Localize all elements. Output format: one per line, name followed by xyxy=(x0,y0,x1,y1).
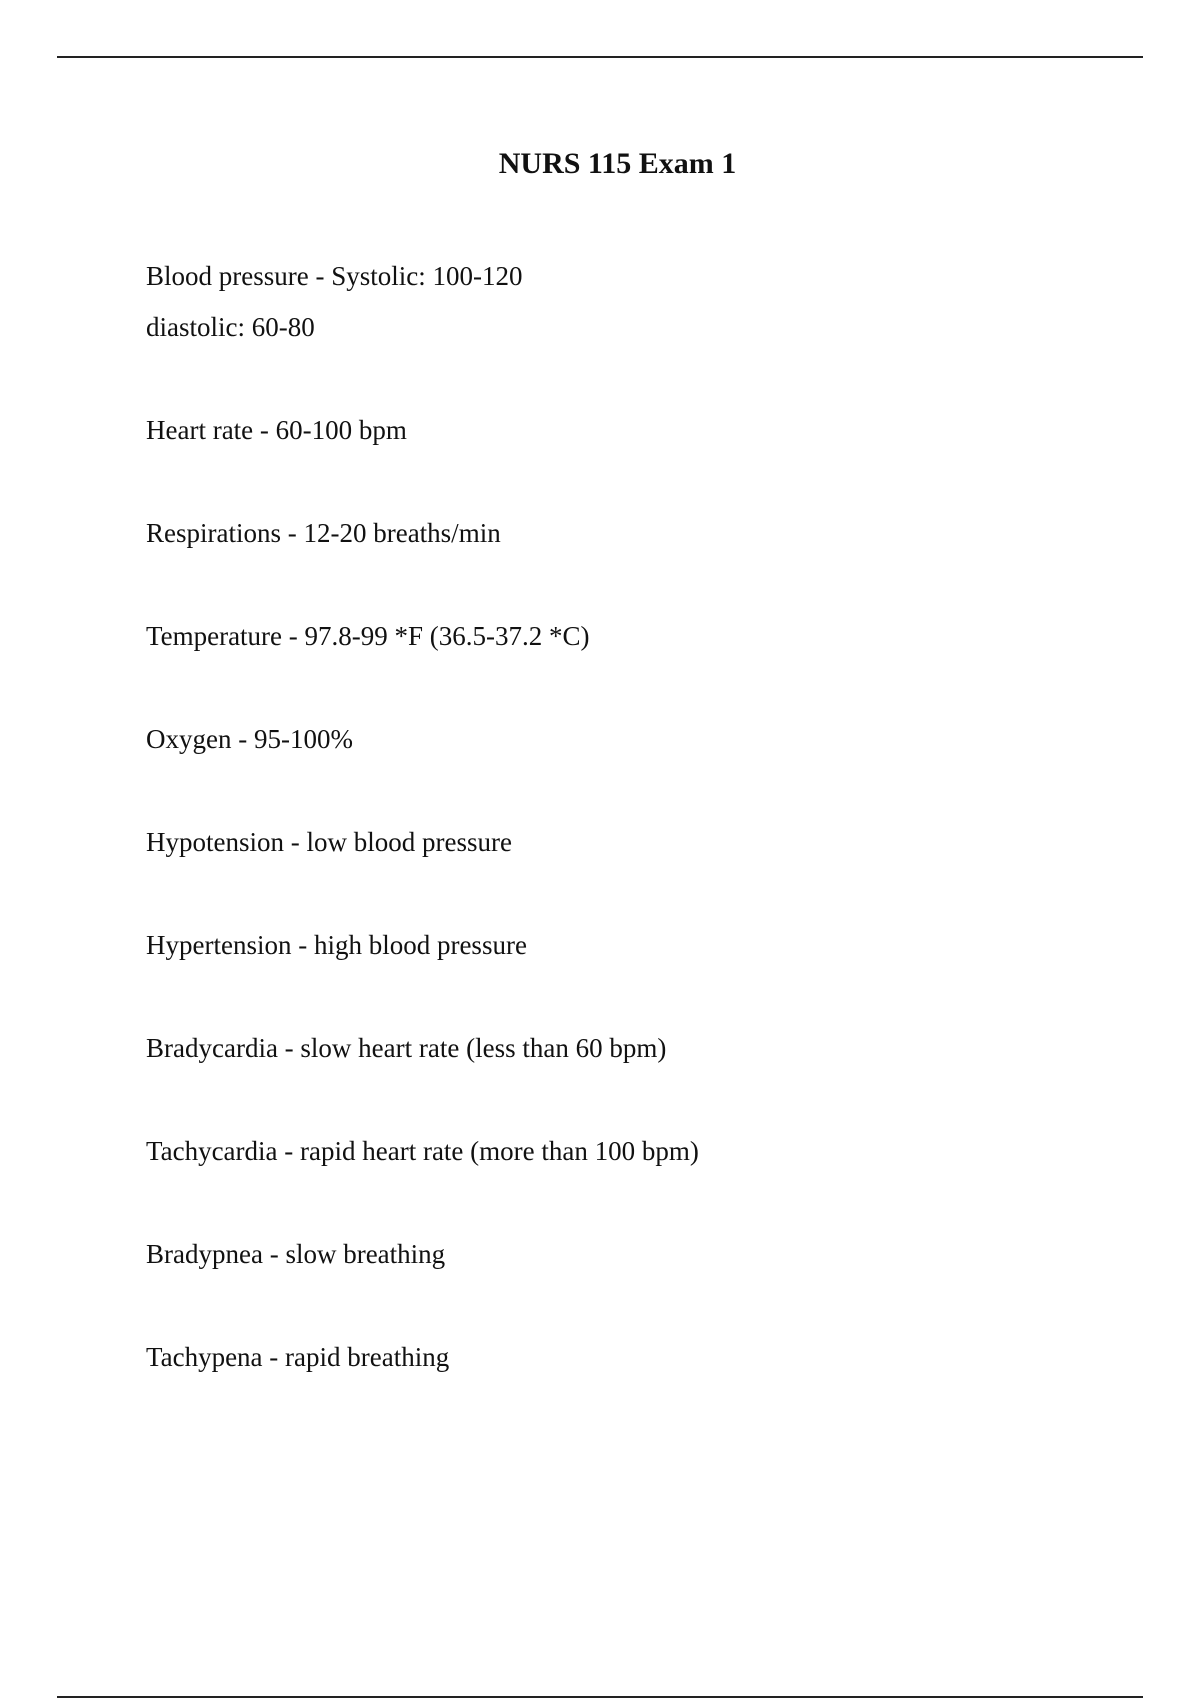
entry-list xyxy=(146,251,1146,1435)
entry-text: Heart rate - 60-100 bpm xyxy=(146,415,407,445)
entry-text: Blood pressure - Systolic: 100-120 xyxy=(146,261,523,291)
entry-oxygen xyxy=(146,714,1146,765)
entry-tachypnea xyxy=(146,1332,1146,1383)
entry-text: Tachypena - rapid breathing xyxy=(146,1342,450,1372)
entry-respirations xyxy=(146,508,1146,559)
footer-rule xyxy=(57,1696,1143,1698)
entry-blood-pressure xyxy=(146,251,1146,353)
entry-temperature xyxy=(146,611,1146,662)
entry-text: Respirations - 12-20 breaths/min xyxy=(146,518,501,548)
entry-text: Hypertension - high blood pressure xyxy=(146,930,527,960)
entry-tachycardia xyxy=(146,1126,1146,1177)
entry-bradypnea xyxy=(146,1229,1146,1280)
entry-heart-rate xyxy=(146,405,1146,456)
page-title: NURS 115 Exam 1 xyxy=(498,147,737,180)
header-rule xyxy=(57,56,1143,58)
entry-text: Temperature - 97.8-99 *F (36.5-37.2 *C) xyxy=(146,621,590,651)
entry-text: Oxygen - 95-100% xyxy=(146,724,353,754)
entry-hypertension xyxy=(146,920,1146,971)
entry-text: Bradycardia - slow heart rate (less than 60 bpm) xyxy=(146,1033,667,1063)
entry-text: Tachycardia - rapid heart rate (more than 100 bpm) xyxy=(146,1136,699,1166)
entry-hypotension xyxy=(146,817,1146,868)
entry-text: Bradypnea - slow breathing xyxy=(146,1239,446,1269)
entry-bradycardia xyxy=(146,1023,1146,1074)
entry-text: Hypotension - low blood pressure xyxy=(146,827,512,857)
entry-text: diastolic: 60-80 xyxy=(146,312,315,342)
